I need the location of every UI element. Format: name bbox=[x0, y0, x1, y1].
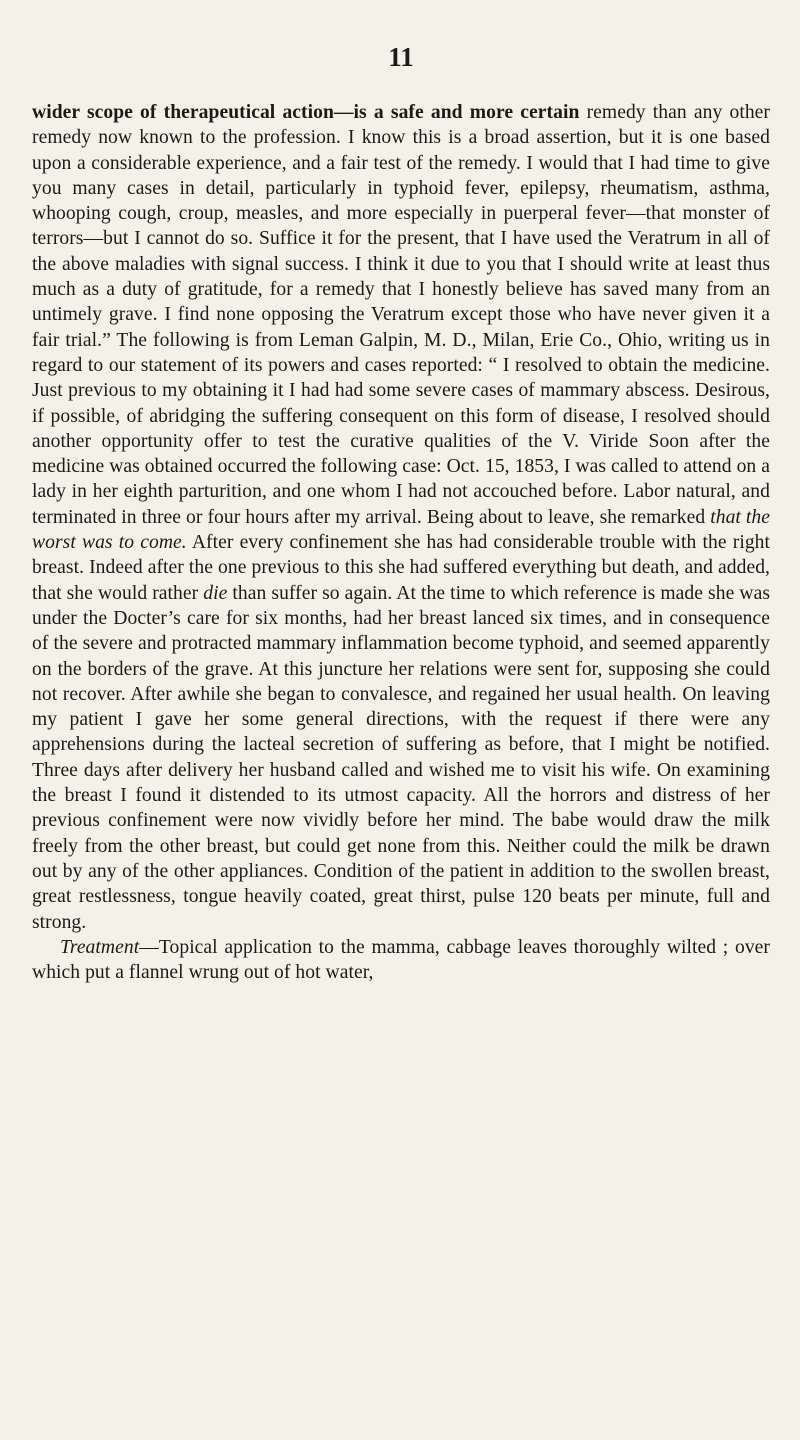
body-text bbox=[32, 100, 770, 985]
text-segment: After every confinement she has had considerable trouble with the right breast. Indeed after the one previous to this she had suffered everything but death, and added, that she would rather bbox=[32, 532, 771, 604]
text-segment: than suffer so again. At the time to which reference is made she was under the Docter’s care for six months, had her breast lanced six times, and in consequence of the severe and protracted mammary inflammation become typhoid, and seemed apparently on the borders of the grave. At this juncture her relations were sent for, supposing she could not recover. After awhile she began to convalesce, and regained her usual health. On leaving my patient I gave her some general directions, with the request if there were any apprehensions during the lacteal secretion of suffering as before, that I might be notified. Three days after delivery her husband called and wished me to visit his wife. On examining the breast I found it distended to its utmost capacity. All the horrors and distress of her previous confinement were now vividly before her mind. The babe would draw the milk freely from the other breast, but could get none from this. Neither could the milk be drawn out by any of the other appliances. Condition of the patient in addition to the swollen breast, great restlessness, tongue heavily coated, great thirst, pulse 120 beats per minute, full and strong. bbox=[32, 582, 770, 933]
text-segment: —Topical application to the mamma, cabbage leaves thoroughly wilted ; over which put a flannel wrung out of hot water, bbox=[32, 936, 770, 984]
page-number: 11 bbox=[388, 42, 414, 72]
treatment-heading: Treatment bbox=[60, 936, 140, 958]
text-segment: remedy than any other remedy now known to the profession. I know this is a broad assertion, but it is one based upon a considerable experience, and a fair test of the remedy. I would that I had time to give you many cases in detail, particularly in typhoid fever, epilepsy, rheumatism, asthma, whooping cough, croup, measles, and more especially in puerperal fever—that monster of terrors—but I cannot do so. Suffice it for the present, that I have used the Veratrum in all of the above maladies with signal success. I think it due to you that I should write at least thus much as a duty of gratitude, for a remedy that I honestly believe has saved many from an untimely grave. I find none opposing the Veratrum except those who have never given it a fair trial.” The following is from Leman Galpin, M. D., Milan, Erie Co., Ohio, writing us in regard to our statement of its powers and cases reported: “ I resolved to obtain the medicine. Just previous to my obtaining it I had had some severe cases of mammary abscess. Desirous, if possible, of abridging the suffering consequent on this form of disease, I resolved should another opportunity offer to test the curative qualities of the V. Viride Soon after the medicine was obtained occurred the following case: Oct. 15, 1853, I was called to attend on a lady in her eighth parturition, and one whom I had not accouched before. Labor natural, and terminated in three or four hours after my arrival. Being about to leave, she remarked bbox=[32, 102, 770, 528]
italic-quote: that the worst was to come. bbox=[32, 506, 771, 554]
italic-word: die bbox=[203, 582, 228, 604]
paragraph-treatment bbox=[32, 935, 770, 986]
text-segment: wider scope of therapeutical action—is a safe and more certain bbox=[32, 102, 580, 123]
paragraph-case-report bbox=[32, 100, 770, 935]
